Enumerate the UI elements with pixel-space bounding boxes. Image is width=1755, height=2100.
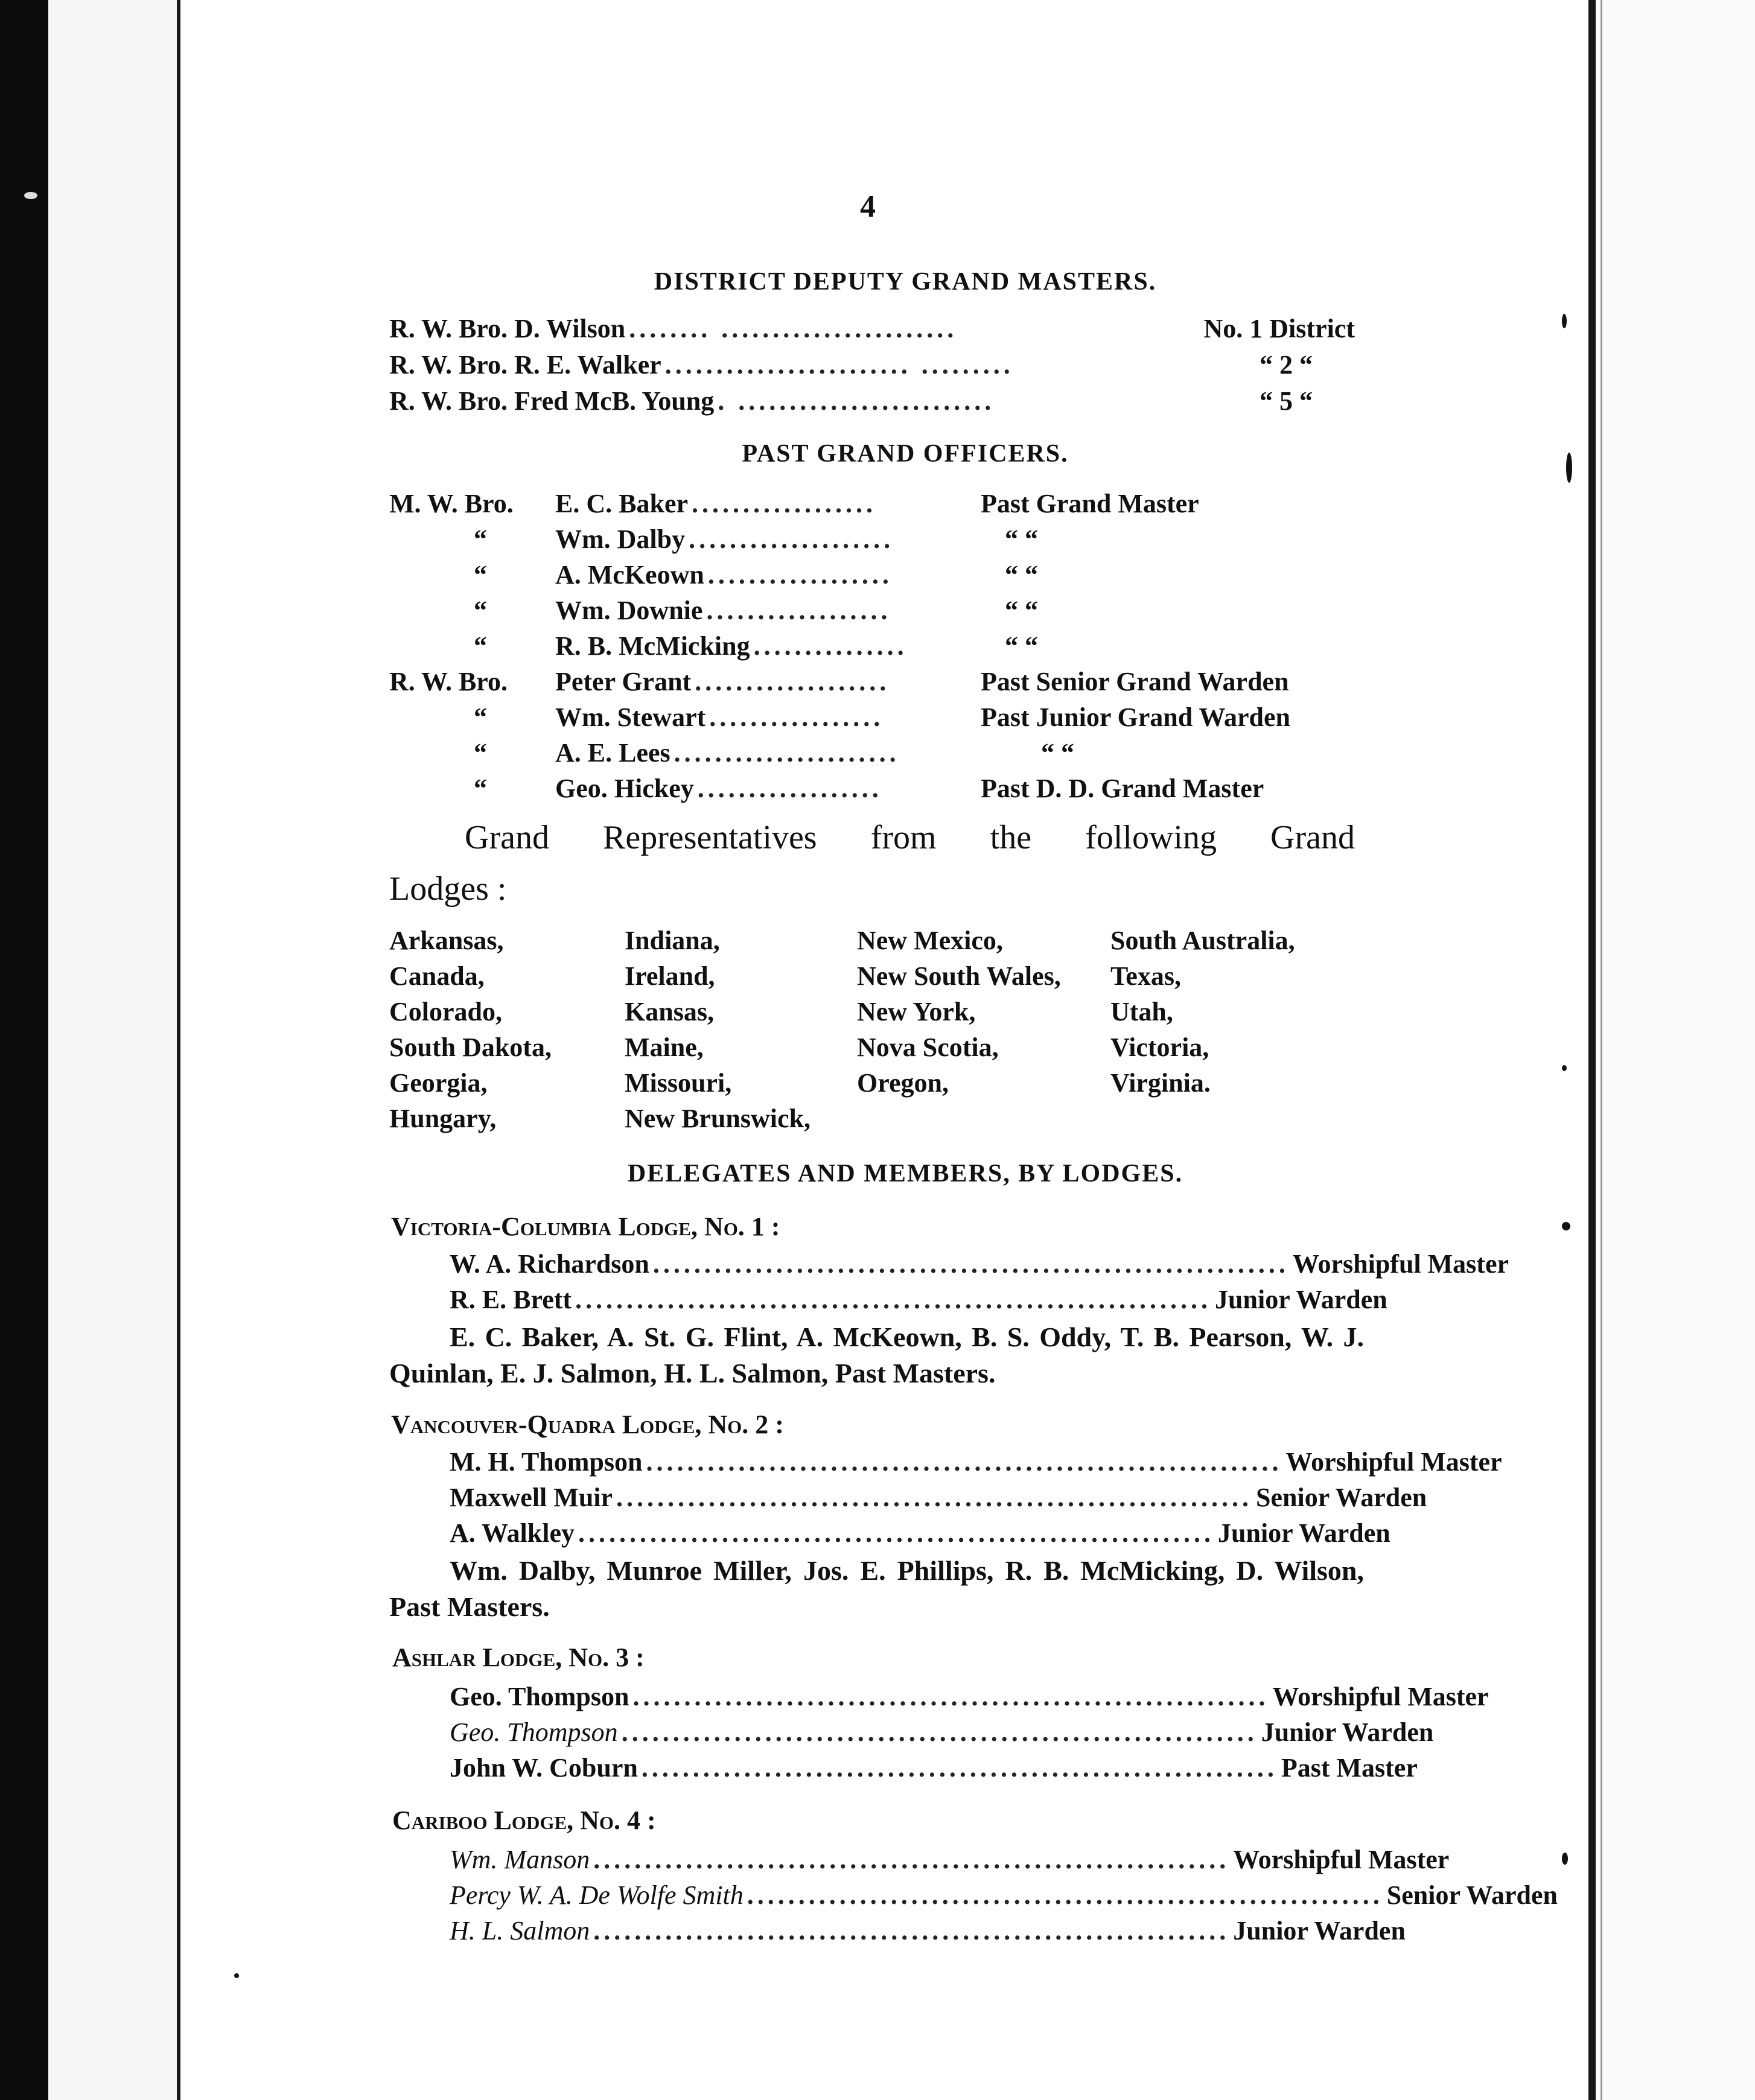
officer-role: Past D. D. Grand Master bbox=[981, 774, 1264, 803]
leader-dots: ...................... bbox=[674, 738, 900, 768]
page-left-edge bbox=[177, 0, 180, 2100]
lodge-officer-role: Worshipful Master bbox=[1272, 1682, 1489, 1711]
leader-dots: .............................................................. bbox=[646, 1447, 1282, 1477]
past-officer-row bbox=[389, 523, 1246, 556]
lodge-officer-role: Worshipful Master bbox=[1292, 1249, 1509, 1279]
leader-dots: .................. bbox=[697, 774, 882, 803]
state-name: Maine, bbox=[625, 1032, 704, 1062]
ditto-mark: “ bbox=[474, 596, 487, 625]
leader-dots: ............... bbox=[753, 631, 908, 661]
deputy-name: R. W. Bro. R. E. Walker bbox=[389, 350, 661, 380]
leader-dots: ................. bbox=[709, 702, 884, 732]
lodge-officer-role: Past Master bbox=[1281, 1753, 1418, 1783]
past-officer-row bbox=[389, 666, 1355, 698]
lodge-officer-name: R. E. Brett bbox=[450, 1285, 572, 1314]
officer-role: Past Senior Grand Warden bbox=[981, 667, 1289, 696]
leader-dots: .................. bbox=[707, 560, 893, 590]
deputy-district: No. 1 District bbox=[1203, 314, 1355, 343]
page-number: 4 bbox=[860, 189, 876, 224]
scan-gutter bbox=[48, 0, 178, 2100]
lodge-officer-row bbox=[450, 1248, 1509, 1281]
lodge-officer-role: Worshipful Master bbox=[1233, 1845, 1450, 1874]
lodge-officer-role: Junior Warden bbox=[1233, 1916, 1406, 1946]
lodge-title: Cariboo Lodge, No. 4 : bbox=[392, 1806, 656, 1835]
lodge-officer-row bbox=[450, 1716, 1434, 1749]
state-name: New South Wales, bbox=[857, 961, 1061, 991]
lodge-past-masters: Wm. Dalby, Munroe Miller, Jos. E. Phillips, R. B. McMicking, D. Wilson, Past Masters. bbox=[389, 1555, 1364, 1622]
lodge-officer-name: W. A. Richardson bbox=[450, 1249, 649, 1279]
leader-dots: .................... bbox=[689, 524, 894, 554]
officer-name: A. E. Lees bbox=[555, 738, 670, 768]
deputy-district: “ 5 “ bbox=[1260, 386, 1313, 416]
past-officer-row bbox=[389, 559, 1246, 591]
lodge-officer-row bbox=[450, 1681, 1489, 1713]
lodge-officer-role: Junior Warden bbox=[1215, 1285, 1387, 1314]
grand-representatives-intro: Grand Representatives from the following Grand bbox=[465, 819, 1355, 856]
officer-role: Past Grand Master bbox=[981, 489, 1199, 518]
lodge-officer-name: A. Walkley bbox=[450, 1518, 575, 1548]
state-name: Georgia, bbox=[389, 1068, 488, 1098]
officer-prefix: R. W. Bro. bbox=[389, 667, 508, 696]
scan-right-margin bbox=[1596, 0, 1755, 2100]
lodge-officer-role: Worshipful Master bbox=[1285, 1447, 1502, 1477]
state-name: Canada, bbox=[389, 961, 485, 991]
ditto-mark: “ bbox=[474, 524, 487, 554]
state-name: Ireland, bbox=[625, 961, 715, 991]
scan-left-border bbox=[0, 0, 48, 2100]
officer-role: “ “ bbox=[1005, 560, 1038, 590]
officer-name: A. McKeown bbox=[555, 560, 704, 590]
officer-name: E. C. Baker bbox=[555, 489, 688, 518]
lodge-officer-row bbox=[450, 1517, 1390, 1550]
deputy-name: R. W. Bro. D. Wilson bbox=[389, 314, 626, 343]
speck bbox=[1562, 1853, 1568, 1865]
lodge-officer-name: Maxwell Muir bbox=[450, 1483, 613, 1512]
leader-dots: ........ ....................... bbox=[629, 314, 958, 343]
state-name: New Brunswick, bbox=[625, 1104, 811, 1133]
leader-dots: .............................................................. bbox=[632, 1682, 1269, 1711]
past-officer-row bbox=[389, 737, 1355, 769]
district-deputies-heading: DISTRICT DEPUTY GRAND MASTERS. bbox=[654, 268, 1157, 296]
lodge-officer-role: Junior Warden bbox=[1261, 1717, 1434, 1747]
speck bbox=[1562, 1065, 1567, 1071]
lodge-officer-row bbox=[450, 1481, 1427, 1514]
leader-dots: .............................................................. bbox=[575, 1285, 1212, 1314]
lodge-title: Ashlar Lodge, No. 3 : bbox=[392, 1643, 645, 1672]
officer-name: Wm. Downie bbox=[555, 596, 703, 625]
deputy-row bbox=[389, 313, 1355, 345]
ditto-mark: “ bbox=[474, 702, 487, 732]
ditto-mark: “ bbox=[474, 738, 487, 768]
deputy-name: R. W. Bro. Fred McB. Young bbox=[389, 386, 715, 416]
past-grand-officers-heading: PAST GRAND OFFICERS. bbox=[742, 440, 1069, 468]
deputy-district: “ 2 “ bbox=[1260, 350, 1313, 380]
state-name: Indiana, bbox=[625, 926, 720, 955]
deputy-row bbox=[389, 385, 1313, 418]
leader-dots: .............................................................. bbox=[641, 1753, 1278, 1783]
lodge-officer-row bbox=[450, 1752, 1418, 1784]
state-name: New Mexico, bbox=[857, 926, 1003, 955]
leader-dots: ........................ ......... bbox=[664, 350, 1014, 380]
officer-role: “ “ bbox=[1005, 631, 1038, 661]
lodge-title: Victoria-Columbia Lodge, No. 1 : bbox=[391, 1212, 780, 1241]
state-name: Kansas, bbox=[625, 997, 714, 1026]
state-name: Hungary, bbox=[389, 1104, 497, 1133]
leader-dots: .............................................................. bbox=[578, 1518, 1215, 1548]
officer-name: R. B. McMicking bbox=[555, 631, 750, 661]
delegates-heading: DELEGATES AND MEMBERS, BY LODGES. bbox=[627, 1160, 1183, 1188]
grand-representatives-intro-cont: Lodges : bbox=[389, 870, 507, 908]
lodge-past-masters: E. C. Baker, A. St. G. Flint, A. McKeown, B. S. Oddy, T. B. Pearson, W. J. Quinlan, E. J. Salmon, H. L. Salmon, Past Masters. bbox=[389, 1322, 1364, 1389]
state-name: Oregon, bbox=[857, 1068, 949, 1098]
state-name: South Dakota, bbox=[389, 1032, 552, 1062]
officer-name: Peter Grant bbox=[555, 667, 692, 696]
speck bbox=[1562, 314, 1567, 328]
past-officer-row bbox=[389, 594, 1246, 627]
lodge-officer-row bbox=[450, 1284, 1387, 1316]
leader-dots: .............................................................. bbox=[621, 1717, 1258, 1747]
lodge-officer-name: H. L. Salmon bbox=[450, 1916, 590, 1946]
past-officer-row bbox=[389, 630, 1246, 663]
officer-role: Past Junior Grand Warden bbox=[981, 702, 1291, 732]
lodge-officer-name: M. H. Thompson bbox=[450, 1447, 643, 1477]
page-right-edge bbox=[1588, 0, 1596, 2100]
state-name: New York, bbox=[857, 997, 976, 1026]
ditto-mark: “ bbox=[474, 631, 487, 661]
lodge-title: Vancouver-Quadra Lodge, No. 2 : bbox=[391, 1410, 784, 1439]
officer-role: “ “ bbox=[1041, 738, 1074, 768]
officer-name: Geo. Hickey bbox=[555, 774, 694, 803]
lodge-officer-name: Wm. Manson bbox=[450, 1845, 590, 1874]
lodge-officer-row bbox=[450, 1446, 1502, 1478]
state-name: Utah, bbox=[1110, 997, 1173, 1026]
scan-right-line bbox=[1601, 0, 1602, 2100]
officer-name: Wm. Dalby bbox=[555, 524, 686, 554]
lodge-officer-role: Senior Warden bbox=[1386, 1880, 1558, 1910]
leader-dots: .............................................................. bbox=[593, 1845, 1230, 1874]
state-name: Missouri, bbox=[625, 1068, 732, 1098]
lodge-officer-name: Geo. Thompson bbox=[450, 1717, 618, 1747]
speck bbox=[234, 1973, 239, 1978]
lodge-officer-name: Geo. Thompson bbox=[450, 1682, 629, 1711]
speck bbox=[24, 192, 37, 199]
leader-dots: .............................................................. bbox=[616, 1483, 1253, 1512]
state-name: Victoria, bbox=[1110, 1032, 1209, 1062]
lodge-officer-row bbox=[450, 1915, 1406, 1947]
leader-dots: . ......................... bbox=[718, 386, 995, 416]
leader-dots: .............................................................. bbox=[593, 1916, 1230, 1946]
speck bbox=[1562, 1222, 1570, 1230]
deputy-row bbox=[389, 349, 1313, 381]
lodge-officer-name: John W. Coburn bbox=[450, 1753, 638, 1783]
past-officer-row bbox=[389, 772, 1355, 805]
lodge-officer-name: Percy W. A. De Wolfe Smith bbox=[450, 1880, 744, 1910]
past-officer-row bbox=[389, 701, 1355, 734]
leader-dots: .................. bbox=[692, 489, 876, 518]
lodge-officer-role: Senior Warden bbox=[1256, 1483, 1427, 1512]
state-name: Nova Scotia, bbox=[857, 1032, 999, 1062]
officer-prefix: M. W. Bro. bbox=[389, 489, 514, 518]
past-officer-row bbox=[389, 488, 1246, 520]
ditto-mark: “ bbox=[474, 774, 487, 803]
lodge-officer-row bbox=[450, 1879, 1558, 1912]
leader-dots: ................... bbox=[695, 667, 890, 696]
state-name: Virginia. bbox=[1110, 1068, 1211, 1098]
state-name: Colorado, bbox=[389, 997, 502, 1026]
officer-role: “ “ bbox=[1005, 596, 1038, 625]
leader-dots: .............................................................. bbox=[747, 1880, 1383, 1910]
lodge-officer-row bbox=[450, 1844, 1450, 1876]
officer-name: Wm. Stewart bbox=[555, 702, 706, 732]
leader-dots: .............................................................. bbox=[652, 1249, 1289, 1279]
officer-role: “ “ bbox=[1005, 524, 1038, 554]
state-name: Arkansas, bbox=[389, 926, 504, 955]
state-name: Texas, bbox=[1110, 961, 1181, 991]
ditto-mark: “ bbox=[474, 560, 487, 590]
state-name: South Australia, bbox=[1110, 926, 1295, 955]
leader-dots: .................. bbox=[706, 596, 891, 625]
lodge-officer-role: Junior Warden bbox=[1218, 1518, 1390, 1548]
